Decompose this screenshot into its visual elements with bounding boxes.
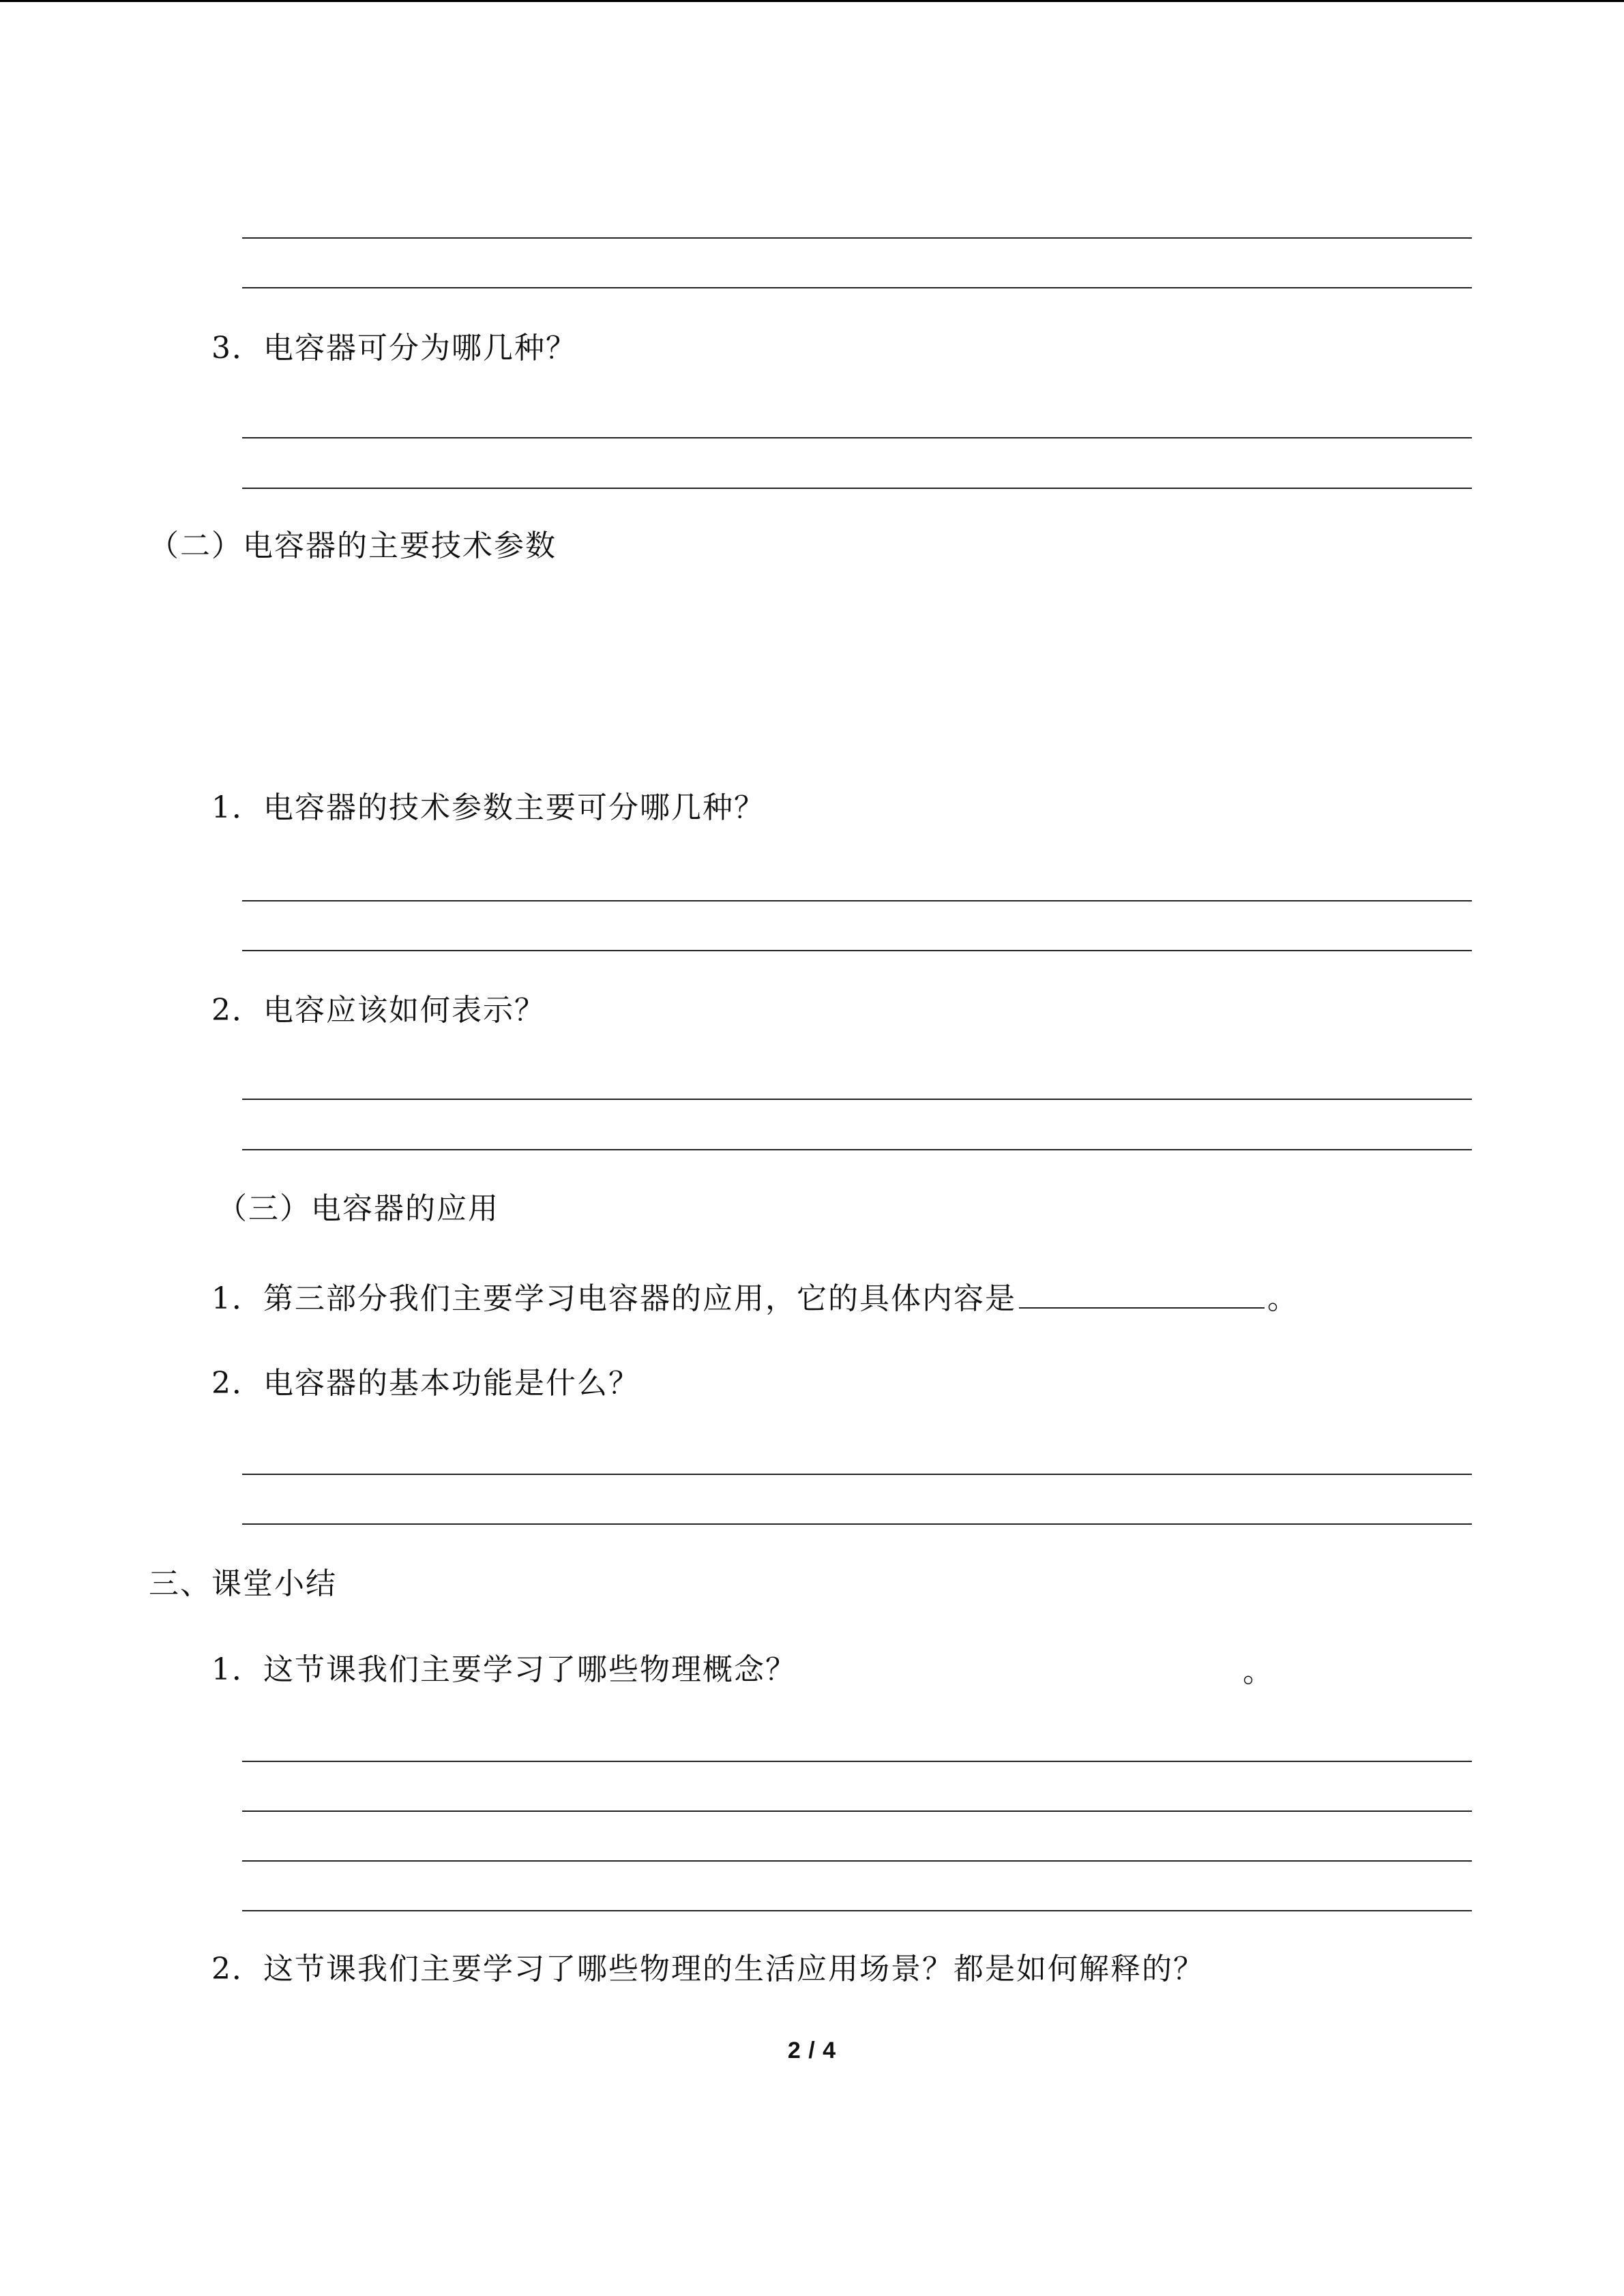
section-2-heading: （二）电容器的主要技术参数 (149, 528, 557, 563)
section-3-heading: （三）电容器的应用 (217, 1191, 499, 1226)
answer-line[interactable] (242, 437, 1472, 438)
answer-line[interactable] (242, 900, 1472, 901)
answer-line[interactable] (242, 488, 1472, 489)
answer-line[interactable] (242, 1810, 1472, 1812)
answer-line[interactable] (242, 1761, 1472, 1762)
page-top-border (0, 0, 1624, 2)
answer-line[interactable] (242, 1860, 1472, 1862)
answer-line[interactable] (242, 237, 1472, 239)
section-2-question-2: 2．电容应该如何表示？ (211, 993, 546, 1028)
sentence-end-mark: 。 (1267, 1281, 1299, 1316)
page-number: 2 / 4 (787, 2038, 837, 2063)
summary-question-2: 2．这节课我们主要学习了哪些物理的生活应用场景？都是如何解释的？ (211, 1952, 1205, 1986)
question-3-capacitor-kinds: 3．电容器可分为哪几种？ (211, 331, 577, 366)
section-3-question-1-text: 1．第三部分我们主要学习电容器的应用，它的具体内容是 (211, 1281, 1016, 1316)
section-2-question-1: 1．电容器的技术参数主要可分哪几种？ (211, 790, 765, 825)
answer-line[interactable] (242, 1149, 1472, 1150)
summary-heading: 三、课堂小结 (149, 1566, 337, 1601)
section-3-question-1 (211, 1277, 1299, 1318)
answer-line[interactable] (242, 1910, 1472, 1911)
answer-line[interactable] (242, 287, 1472, 288)
answer-line[interactable] (242, 1523, 1472, 1525)
summary-question-1-mark: 。 (1243, 1654, 1274, 1689)
fill-in-blank[interactable] (1019, 1277, 1265, 1309)
answer-line[interactable] (242, 1474, 1472, 1475)
answer-line[interactable] (242, 950, 1472, 951)
answer-line[interactable] (242, 1099, 1472, 1100)
section-3-question-2: 2．电容器的基本功能是什么？ (211, 1366, 640, 1401)
summary-question-1: 1．这节课我们主要学习了哪些物理概念？ (211, 1652, 797, 1687)
